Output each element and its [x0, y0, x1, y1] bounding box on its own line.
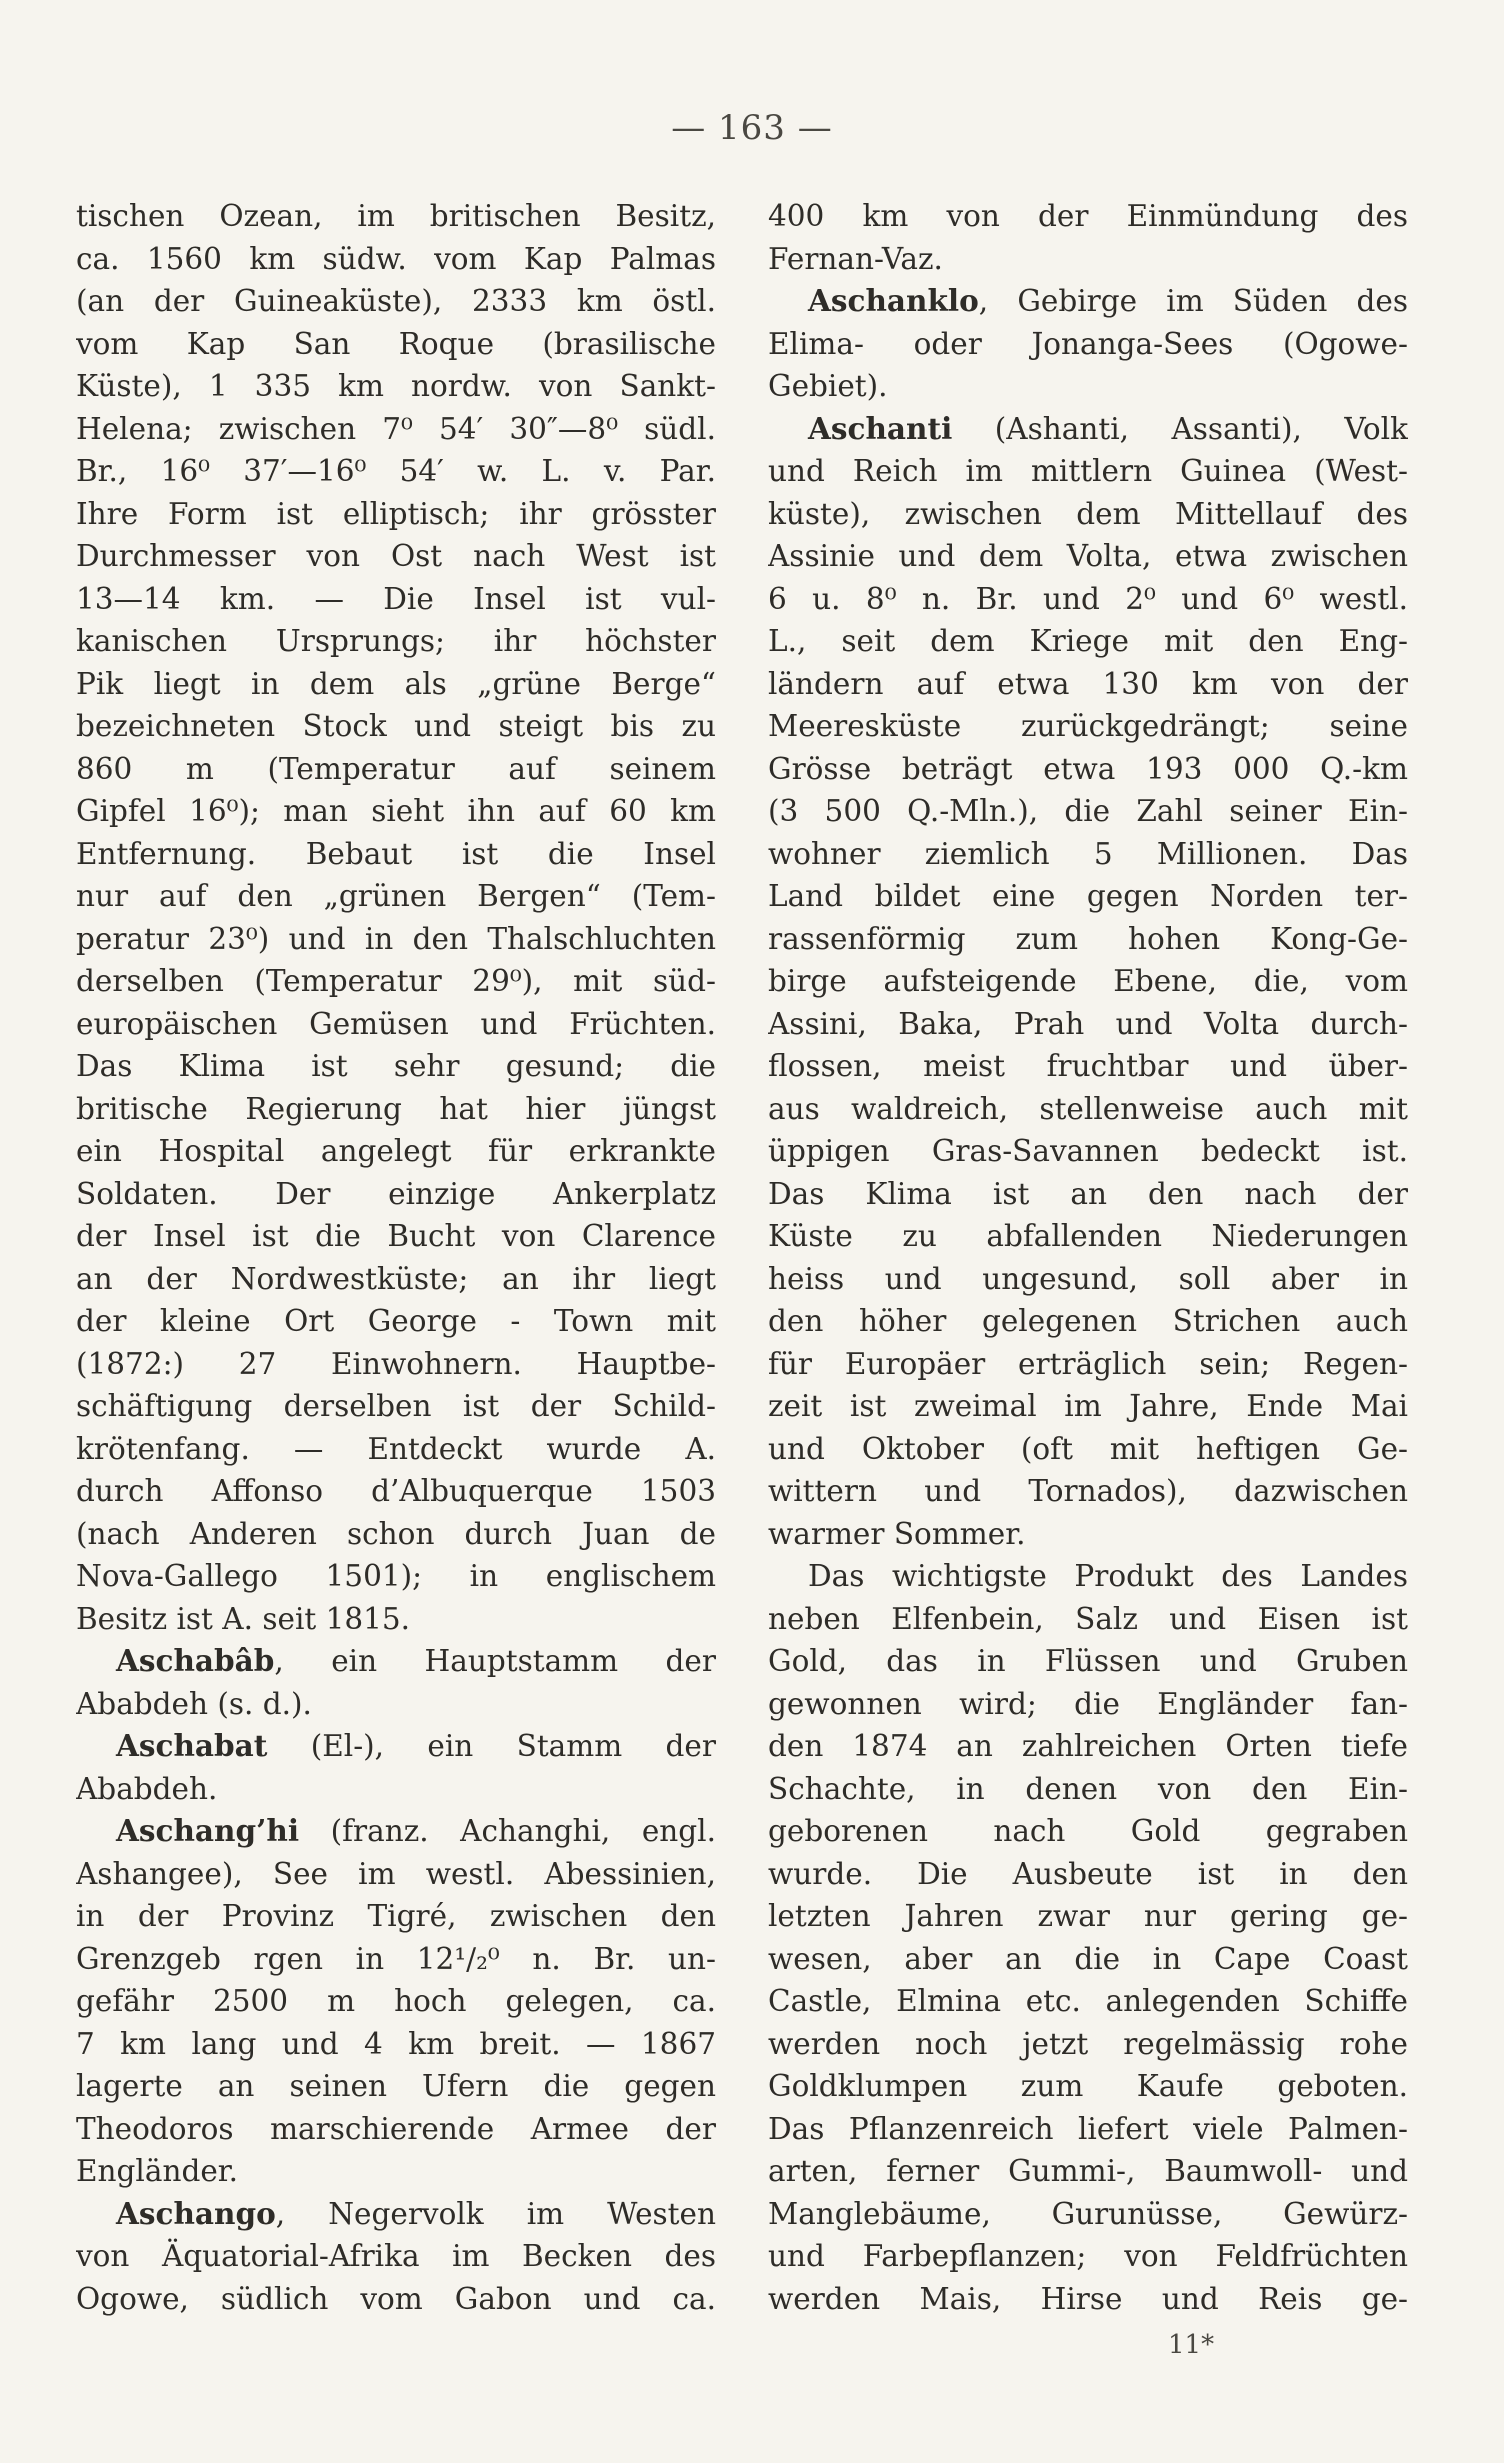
line-text: Das Klima ist an den nach der [768, 1176, 1408, 1211]
text-line [76, 493, 716, 536]
text-line [768, 1725, 1408, 1768]
line-text: von Äquatorial-Afrika im Becken des [76, 2239, 716, 2273]
line-text: Ogowe, südlich vom Gabon und ca. [76, 2281, 716, 2316]
entry-line [76, 1810, 716, 1853]
text-line [76, 2278, 716, 2321]
line-text: Meeresküste zurückgedrängt; seine [768, 709, 1408, 743]
line-text: der kleine Ort George - Town mit [76, 1304, 716, 1338]
text-line [76, 195, 716, 238]
entry-line [768, 408, 1408, 451]
line-text: den höher gelegenen Strichen auch [768, 1304, 1408, 1338]
line-text: wurde. Die Ausbeute ist in den [768, 1856, 1408, 1891]
line-text: Ababdeh (s. d.). [76, 1686, 312, 1721]
text-line [768, 1513, 1408, 1556]
text-line [76, 620, 716, 663]
text-line [76, 1428, 716, 1471]
text-line [76, 535, 716, 578]
line-text: tischen Ozean, im britischen Besitz, [76, 199, 716, 233]
text-line [76, 1045, 716, 1088]
text-line [768, 1895, 1408, 1938]
line-text: ein Hospital angelegt für erkrankte [76, 1134, 716, 1168]
line-text: Manglebäume, Gurunüsse, Gewürz- [768, 2196, 1408, 2231]
line-text: birge aufsteigende Ebene, die, vom [768, 964, 1408, 998]
line-text: Engländer. [76, 2154, 239, 2188]
line-text: an der Nordwestküste; an ihr liegt [76, 1261, 716, 1296]
line-text: Br., 16⁰ 37′—16⁰ 54′ w. L. v. Par. [76, 454, 716, 488]
line-text: derselben (Temperatur 29⁰), mit süd- [76, 964, 716, 998]
line-text: arten, ferner Gummi-, Baumwoll- und [768, 2154, 1408, 2188]
line-text: Das Pflanzenreich liefert viele Palmen- [768, 2111, 1408, 2146]
text-line [76, 1895, 716, 1938]
text-line [76, 1555, 716, 1598]
text-line [768, 960, 1408, 1003]
text-line [76, 663, 716, 706]
text-line [76, 1300, 716, 1343]
text-line [768, 1003, 1408, 1046]
text-line [768, 1768, 1408, 1811]
text-line [768, 1428, 1408, 1471]
text-line [768, 1258, 1408, 1301]
text-line [768, 1343, 1408, 1386]
text-line [768, 2065, 1408, 2108]
text-line [76, 578, 716, 621]
page-number: — 163 — [671, 108, 833, 148]
line-text: Gipfel 16⁰); man sieht ihn auf 60 km [76, 794, 716, 828]
text-line [768, 1470, 1408, 1513]
line-text: durch Affonso d’Albuquerque 1503 [76, 1474, 716, 1508]
text-line [76, 960, 716, 1003]
text-line [768, 578, 1408, 621]
line-text: Besitz ist A. seit 1815. [76, 1601, 411, 1636]
text-line [76, 1470, 716, 1513]
line-text: , Gebirge im Süden des [978, 284, 1408, 318]
line-text: Assinie und dem Volta, etwa zwischen [768, 539, 1408, 573]
text-line [76, 1088, 716, 1131]
line-text: Grösse beträgt etwa 193 000 Q.-km [768, 751, 1408, 786]
text-line [768, 2108, 1408, 2151]
line-text: gewonnen wird; die Engländer fan- [768, 1686, 1408, 1721]
line-text: Fernan-Vaz. [768, 241, 943, 276]
line-text: krötenfang. — Entdeckt wurde A. [76, 1431, 716, 1466]
text-line [768, 620, 1408, 663]
line-text: (Ashanti, Assanti), Volk [952, 411, 1408, 446]
line-text: werden Mais, Hirse und Reis ge- [768, 2281, 1408, 2316]
text-line [76, 1385, 716, 1428]
text-line [768, 790, 1408, 833]
line-text: (an der Guineaküste), 2333 km östl. [76, 284, 716, 318]
text-line [76, 1768, 716, 1811]
text-line [768, 918, 1408, 961]
line-text: Assini, Baka, Prah und Volta durch- [768, 1006, 1408, 1041]
text-line [76, 1853, 716, 1896]
line-text: bezeichneten Stock und steigt bis zu [76, 709, 716, 743]
text-line [768, 1045, 1408, 1088]
line-text: (franz. Achanghi, engl. [299, 1814, 716, 1848]
line-text: für Europäer erträglich sein; Regen- [768, 1346, 1408, 1381]
text-line [76, 2065, 716, 2108]
text-line [768, 748, 1408, 791]
text-line [768, 493, 1408, 536]
text-line [768, 1385, 1408, 1428]
text-line [76, 280, 716, 323]
entry-headword: Aschanti [808, 410, 953, 446]
line-text: Grenzgeb rgen in 12¹/₂⁰ n. Br. un- [76, 1941, 716, 1976]
line-text: Gold, das in Flüssen und Gruben [768, 1644, 1408, 1678]
entry-headword: Aschabâb [116, 1643, 275, 1678]
line-text: werden noch jetzt regelmässig rohe [768, 2026, 1408, 2061]
entry-line [768, 280, 1408, 323]
line-text: , Negervolk im Westen [275, 2196, 716, 2231]
line-text: und Oktober (oft mit heftigen Ge- [768, 1431, 1408, 1466]
line-text: wesen, aber an die in Cape Coast [768, 1941, 1408, 1976]
text-line [768, 1938, 1408, 1981]
line-text: Das wichtigste Produkt des Landes [808, 1559, 1408, 1593]
text-line [76, 790, 716, 833]
text-line [768, 1683, 1408, 1726]
line-text: Entfernung. Bebaut ist die Insel [76, 836, 716, 871]
line-text: zeit ist zweimal im Jahre, Ende Mai [768, 1389, 1408, 1423]
line-text: Durchmesser von Ost nach West ist [76, 539, 716, 573]
text-line [76, 1343, 716, 1386]
line-text: wohner ziemlich 5 Millionen. Das [768, 836, 1408, 871]
text-line [768, 2150, 1408, 2193]
line-text: 860 m (Temperatur auf seinem [76, 751, 716, 786]
line-text: (nach Anderen schon durch Juan de [76, 1516, 716, 1551]
line-text: 400 km von der Einmündung des [768, 199, 1408, 233]
text-line [76, 1173, 716, 1216]
text-line [768, 1853, 1408, 1896]
line-text: warmer Sommer. [768, 1516, 1026, 1551]
text-line [768, 1215, 1408, 1258]
text-line [768, 1130, 1408, 1173]
text-line [76, 2023, 716, 2066]
line-text: Gebiet). [768, 369, 888, 403]
line-text: Soldaten. Der einzige Ankerplatz [76, 1176, 716, 1211]
line-text: Das Klima ist sehr gesund; die [76, 1049, 716, 1083]
text-line [768, 663, 1408, 706]
text-line [768, 1173, 1408, 1216]
line-text: britische Regierung hat hier jüngst [76, 1091, 716, 1126]
text-line [76, 2150, 716, 2193]
line-text: Nova-Gallego 1501); in englischem [76, 1559, 716, 1593]
line-text: europäischen Gemüsen und Früchten. [76, 1006, 716, 1041]
line-text: den 1874 an zahlreichen Orten tiefe [768, 1729, 1408, 1763]
entry-line [76, 2193, 716, 2236]
entry-headword: Aschang’hi [116, 1813, 300, 1848]
line-text: neben Elfenbein, Salz und Eisen ist [768, 1601, 1408, 1636]
text-line [768, 833, 1408, 876]
line-text: in der Provinz Tigré, zwischen den [76, 1899, 716, 1933]
text-line [768, 705, 1408, 748]
text-line [768, 1088, 1408, 1131]
line-text: (3 500 Q.-Mln.), die Zahl seiner Ein- [768, 794, 1408, 828]
text-line [76, 1938, 716, 1981]
line-text: Küste), 1 335 km nordw. von Sankt- [76, 369, 716, 403]
line-text: (El-), ein Stamm der [267, 1729, 716, 1763]
line-text: peratur 23⁰) und in den Thalschluchten [76, 921, 716, 956]
text-line [76, 2235, 716, 2278]
text-line [768, 2235, 1408, 2278]
text-line [76, 238, 716, 281]
text-line [768, 1980, 1408, 2023]
text-line [768, 2193, 1408, 2236]
line-text: Pik liegt in dem als „grüne Berge“ [76, 666, 716, 701]
text-line [768, 238, 1408, 281]
text-line [768, 1810, 1408, 1853]
line-text: letzten Jahren zwar nur gering ge- [768, 1899, 1408, 1933]
line-text: geborenen nach Gold gegraben [768, 1814, 1408, 1848]
line-text: und Farbepflanzen; von Feldfrüchten [768, 2239, 1408, 2273]
text-line [76, 1598, 716, 1641]
line-text: vom Kap San Roque (brasilische [76, 326, 716, 361]
line-text: und Reich im mittlern Guinea (West- [768, 454, 1408, 488]
text-line [76, 1130, 716, 1173]
text-line [76, 918, 716, 961]
signature-mark: 11* [1168, 2330, 1215, 2360]
entry-headword: Aschanklo [808, 283, 979, 318]
line-text: wittern und Tornados), dazwischen [768, 1474, 1408, 1508]
line-text: Theodoros marschierende Armee der [76, 2111, 716, 2146]
entry-line [76, 1640, 716, 1683]
line-text: Elima- oder Jonanga-Sees (Ogowe- [768, 326, 1408, 361]
line-text: ländern auf etwa 130 km von der [768, 666, 1408, 701]
line-text: aus waldreich, stellenweise auch mit [768, 1091, 1408, 1126]
line-text: kanischen Ursprungs; ihr höchster [76, 624, 716, 658]
line-text: flossen, meist fruchtbar und über- [768, 1049, 1408, 1083]
line-text: der Insel ist die Bucht von Clarence [76, 1219, 716, 1253]
line-text: lagerte an seinen Ufern die gegen [76, 2069, 716, 2103]
text-line [76, 875, 716, 918]
line-text: 13—14 km. — Die Insel ist vul- [76, 581, 716, 616]
text-line [768, 2023, 1408, 2066]
text-line [76, 365, 716, 408]
text-line [76, 748, 716, 791]
line-text: küste), zwischen dem Mittellauf des [768, 496, 1408, 531]
line-text: Ababdeh. [76, 1771, 218, 1806]
line-text: , ein Hauptstamm der [274, 1644, 716, 1678]
line-text: Helena; zwischen 7⁰ 54′ 30″—8⁰ südl. [76, 411, 716, 446]
entry-headword: Aschabat [116, 1728, 268, 1763]
line-text: Land bildet eine gegen Norden ter- [768, 879, 1408, 913]
line-text: Schachte, in denen von den Ein- [768, 1771, 1408, 1806]
text-line [76, 2108, 716, 2151]
text-line [768, 2278, 1408, 2321]
text-line [768, 1555, 1408, 1598]
left-column [76, 195, 716, 2320]
text-line [76, 1513, 716, 1556]
text-line [768, 875, 1408, 918]
line-text: üppigen Gras-Savannen bedeckt ist. [768, 1134, 1408, 1168]
line-text: Castle, Elmina etc. anlegenden Schiffe [768, 1984, 1408, 2018]
line-text: schäftigung derselben ist der Schild- [76, 1389, 716, 1423]
line-text: gefähr 2500 m hoch gelegen, ca. [76, 1984, 716, 2018]
text-line [768, 1300, 1408, 1343]
text-line [76, 1003, 716, 1046]
text-line [768, 450, 1408, 493]
text-line [768, 323, 1408, 366]
text-line [768, 535, 1408, 578]
text-line [76, 408, 716, 451]
text-line [76, 705, 716, 748]
text-line [768, 195, 1408, 238]
entry-headword: Aschango [116, 2195, 276, 2231]
text-line [76, 450, 716, 493]
line-text: Küste zu abfallenden Niederungen [768, 1219, 1408, 1253]
text-line [768, 1640, 1408, 1683]
text-line [768, 1598, 1408, 1641]
line-text: rassenförmig zum hohen Kong-Ge- [768, 921, 1408, 956]
text-line [76, 323, 716, 366]
text-line [76, 1980, 716, 2023]
line-text: ca. 1560 km südw. vom Kap Palmas [76, 241, 716, 276]
text-line [768, 365, 1408, 408]
text-line [76, 1683, 716, 1726]
line-text: Ihre Form ist elliptisch; ihr grösster [76, 496, 716, 531]
text-line [76, 833, 716, 876]
line-text: 7 km lang und 4 km breit. — 1867 [76, 2026, 716, 2061]
text-line [76, 1258, 716, 1301]
line-text: Ashangee), See im westl. Abessinien, [76, 1856, 716, 1891]
line-text: Goldklumpen zum Kaufe geboten. [768, 2069, 1408, 2103]
line-text: nur auf den „grünen Bergen“ (Tem- [76, 879, 716, 913]
text-line [76, 1215, 716, 1258]
entry-line [76, 1725, 716, 1768]
right-column [768, 195, 1408, 2320]
line-text: (1872:) 27 Einwohnern. Hauptbe- [76, 1346, 716, 1381]
line-text: L., seit dem Kriege mit den Eng- [768, 624, 1408, 658]
line-text: heiss und ungesund, soll aber in [768, 1261, 1408, 1296]
line-text: 6 u. 8⁰ n. Br. und 2⁰ und 6⁰ westl. [768, 581, 1408, 616]
